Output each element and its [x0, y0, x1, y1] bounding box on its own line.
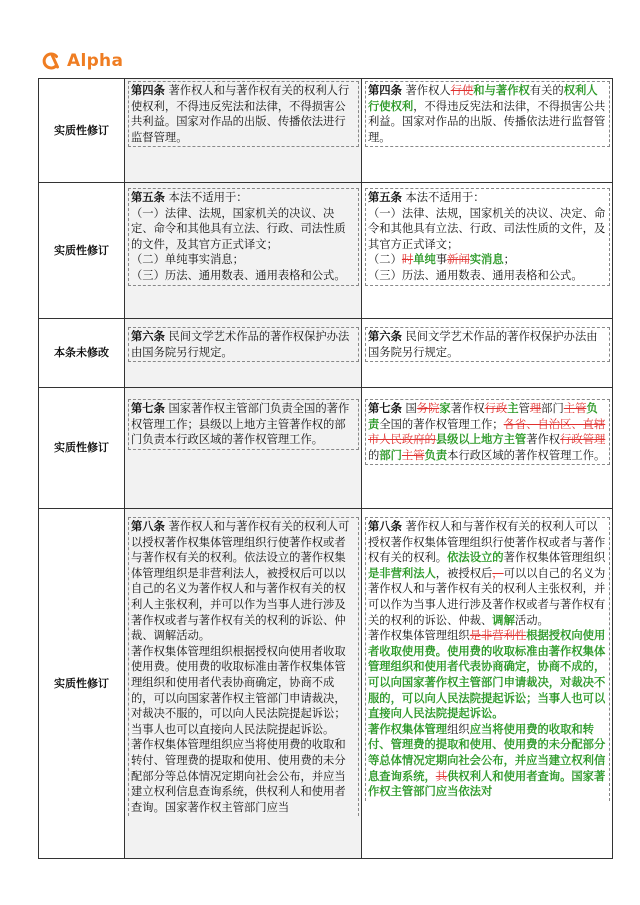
- deleted-text: 新闻: [447, 253, 470, 267]
- inserted-text: 依法设立的: [447, 550, 504, 565]
- text-run: ，不得违反宪法和法律，不得损害公共利益。国家对作品的出版、传播依法进行监督管理。: [368, 99, 606, 144]
- paragraph: [131, 206, 356, 253]
- original-text-cell: [125, 509, 362, 859]
- text-run: 著作权集体管理组织: [368, 629, 470, 643]
- text-run: ；: [503, 253, 515, 267]
- table-row: [39, 388, 613, 509]
- text-run: 管: [518, 402, 530, 415]
- old-text-box: [128, 327, 359, 362]
- text-run: 著作权集体管理组织根据授权向使用者收取使用费。使用费的收取标准由著作权集体管理组织和使用者代表协商确定，协商不成的，可以向国家著作权主管部门申请裁决，对裁决不服的，可以向人民法院提起诉讼；当事人也可以直接向人民法院提起诉讼。: [131, 644, 346, 736]
- text-run: 民间文学艺术作品的著作权保护办法由国务院另行规定。: [368, 330, 598, 359]
- new-text-box: [365, 517, 610, 801]
- text-run: 国家著作权主管部门负责全国的著作权管理工作；县级以上地方主管著作权的部门负责本行政区域的著作权管理工作。: [131, 402, 350, 447]
- deleted-text: 其: [435, 769, 448, 783]
- table-row: [39, 79, 613, 183]
- text-run: （二）: [368, 253, 402, 267]
- deleted-text: 主管: [401, 448, 425, 462]
- article-number: 第八条: [131, 519, 165, 533]
- paragraph: [368, 252, 607, 268]
- text-run: 著作权: [526, 433, 561, 447]
- inserted-text: 主: [507, 401, 519, 415]
- text-run: （一）法律、法规，国家机关的决议、决定、命令和其他具有立法、行政、司法性质的文件，及其官方正式译文；: [368, 206, 606, 251]
- paragraph: [368, 628, 607, 722]
- original-text-cell: [125, 319, 362, 388]
- deleted-text: 是非营利性: [469, 629, 527, 643]
- revision-status-label: 实质性修订: [39, 79, 125, 183]
- text-run: 有关的: [529, 84, 564, 97]
- text-run: 组织: [447, 722, 470, 736]
- paragraph: [131, 644, 356, 738]
- deleted-text: 行政管理: [560, 433, 606, 447]
- revised-text-cell: [362, 319, 613, 388]
- article-number: 第七条: [368, 401, 402, 415]
- new-text-box: [365, 399, 610, 465]
- text-run: 活动。: [514, 613, 549, 627]
- deleted-text: 务院: [416, 402, 440, 415]
- deleted-text: 行政: [484, 402, 508, 415]
- revision-status-label: 实质性修订: [39, 183, 125, 319]
- text-run: 可以以自己的名义为著作权人和与著作权有关的权利人主张权利，并可以作为当事人进行涉及著作权或者与著作权有关的权利的诉讼、仲裁、: [368, 566, 606, 627]
- article-number: 第四条: [368, 83, 402, 97]
- paragraph: [368, 722, 607, 800]
- article-number: 第七条: [131, 401, 165, 415]
- new-text-box: [365, 188, 610, 286]
- text-run: （一）法律、法规，国家机关的决议、决定、命令和其他具有立法、行政、司法性质的文件，及其官方正式译文；: [131, 206, 346, 251]
- text-run: 本行政区域的著作权管理工作。: [447, 448, 606, 462]
- revised-text-cell: [362, 388, 613, 509]
- table-row: [39, 319, 613, 388]
- revised-text-cell: [362, 183, 613, 319]
- inserted-text: 调解: [492, 612, 515, 627]
- article-number: 第六条: [368, 329, 402, 343]
- paragraph: [131, 268, 356, 284]
- text-run: 本法不适用于：: [164, 191, 248, 204]
- text-run: 著作权集体管理组织应当将使用费的收取和转付、管理费的提取和使用、使用费的未分配部分等总体情况定期向社会公布，并应当建立权利信息查询系统，供权利人和使用者查询。国家著作权主管部门应当: [131, 738, 346, 814]
- inserted-text: 家: [439, 401, 451, 415]
- deleted-text: 主管: [563, 402, 587, 415]
- article-number: 第八条: [368, 519, 402, 533]
- deleted-text: 理: [529, 402, 542, 415]
- paragraph: [131, 329, 356, 360]
- original-text-cell: [125, 388, 362, 509]
- paragraph: [131, 401, 356, 448]
- revised-text-cell: [362, 79, 613, 183]
- original-text-cell: [125, 183, 362, 319]
- paragraph: [368, 401, 607, 463]
- brand-name: Alpha: [67, 51, 124, 71]
- inserted-text: 是非营利法人: [368, 565, 436, 580]
- paragraph: [368, 206, 607, 253]
- paragraph: [131, 252, 356, 268]
- deleted-text: 行使: [450, 84, 474, 97]
- deleted-text: ，: [492, 566, 504, 580]
- brand-logo: [40, 48, 123, 74]
- inserted-text: 实消息: [469, 252, 504, 267]
- article-number: 第五条: [131, 190, 165, 204]
- paragraph: [368, 519, 607, 628]
- paragraph: [131, 737, 356, 815]
- inserted-text: 单纯: [413, 252, 436, 267]
- text-run: 著作权人和与著作权有关的权利人可以授权著作权集体管理组织行使著作权或者与著作权有关的权利。依法设立的著作权集体管理组织是非营利法人，被授权后可以以自己的名义为著作权人和与著作权有关的权利人主张权利，并可以作为当事人进行涉及著作权或者与著作权有关的权利的诉讼、仲裁、调解活动。: [131, 520, 350, 643]
- text-run: （三）历法、通用数表、通用表格和公式。: [368, 268, 583, 282]
- paragraph: [368, 190, 607, 206]
- inserted-text: 负责: [368, 401, 598, 431]
- alpha-logo-icon: [40, 50, 62, 72]
- inserted-text: 著作权集体管理: [368, 721, 448, 736]
- text-run: 著作权人: [401, 84, 451, 97]
- deleted-text: 各省、自治区、直辖市人民政府的: [368, 417, 606, 447]
- old-text-box: [128, 188, 359, 286]
- revision-status-label: 本条未修改: [39, 319, 125, 388]
- comparison-table: [38, 78, 613, 859]
- table-row: [39, 183, 613, 319]
- paragraph: [368, 268, 607, 284]
- revised-text-cell: [362, 509, 613, 859]
- inserted-text: 和与著作权: [473, 83, 530, 97]
- text-run: 著作权人和与著作权有关的权利人行使权利，不得违反宪法和法律，不得损害公共利益。国家对作品的出版、传播依法进行监督管理。: [131, 84, 350, 144]
- text-run: 的: [368, 448, 380, 462]
- old-text-box: [128, 399, 359, 450]
- old-text-box: [128, 81, 359, 147]
- revision-status-label: 实质性修订: [39, 388, 125, 509]
- revision-status-label: 实质性修订: [39, 509, 125, 859]
- text-run: 民间文学艺术作品的著作权保护办法由国务院另行规定。: [131, 330, 350, 359]
- text-run: （三）历法、通用数表、通用表格和公式。: [131, 268, 346, 282]
- text-run: 国: [401, 402, 417, 415]
- original-text-cell: [125, 79, 362, 183]
- paragraph: [368, 83, 607, 145]
- inserted-text: 县级以上地方主管: [435, 432, 527, 447]
- inserted-text: 部门: [379, 447, 402, 462]
- text-run: 著作权集体管理组织: [503, 551, 606, 565]
- new-text-box: [365, 327, 610, 362]
- inserted-text: 应当将使用费的收取和转付、管理费的提取和使用、使用费的未分配部分等总体情况定期向社会公布，并应当建立权利信息查询系统，: [368, 721, 606, 783]
- text-run: 本法不适用于：: [401, 191, 485, 204]
- paragraph: [131, 190, 356, 206]
- inserted-text: 负责: [424, 447, 448, 462]
- new-text-box: [365, 81, 610, 147]
- inserted-text: 供权利人和使用者查询。国家著作权主管部门应当依法对: [368, 768, 606, 799]
- article-number: 第四条: [131, 83, 165, 97]
- inserted-text: 权利人行使权利: [368, 83, 598, 113]
- table-row: [39, 509, 613, 859]
- inserted-text: 根据授权向使用者收取使用费。使用费的收取标准由著作权集体管理组织和使用者代表协商确定，协商不成的，可以向国家著作权主管部门申请裁决，对裁决不服的，可以向人民法院提起诉讼；当事人也可以直接向人民法院提起诉讼。: [368, 628, 606, 721]
- text-run: 著作权: [450, 402, 485, 415]
- paragraph: [131, 519, 356, 644]
- old-text-box: [128, 517, 359, 816]
- text-run: 全国的著作权管理工作；: [379, 417, 504, 431]
- deleted-text: 时: [401, 253, 414, 267]
- paragraph: [131, 83, 356, 145]
- text-run: （二）单纯事实消息；: [131, 253, 244, 267]
- text-run: 著作权人和与著作权有关的权利人可以授权著作权集体管理组织行使著作权或者与著作权有关的权利。: [368, 520, 606, 565]
- text-run: ，被授权后: [435, 566, 493, 580]
- article-number: 第六条: [131, 329, 165, 343]
- article-number: 第五条: [368, 190, 402, 204]
- paragraph: [368, 329, 607, 360]
- text-run: 事: [435, 253, 448, 267]
- text-run: 部门: [541, 402, 564, 415]
